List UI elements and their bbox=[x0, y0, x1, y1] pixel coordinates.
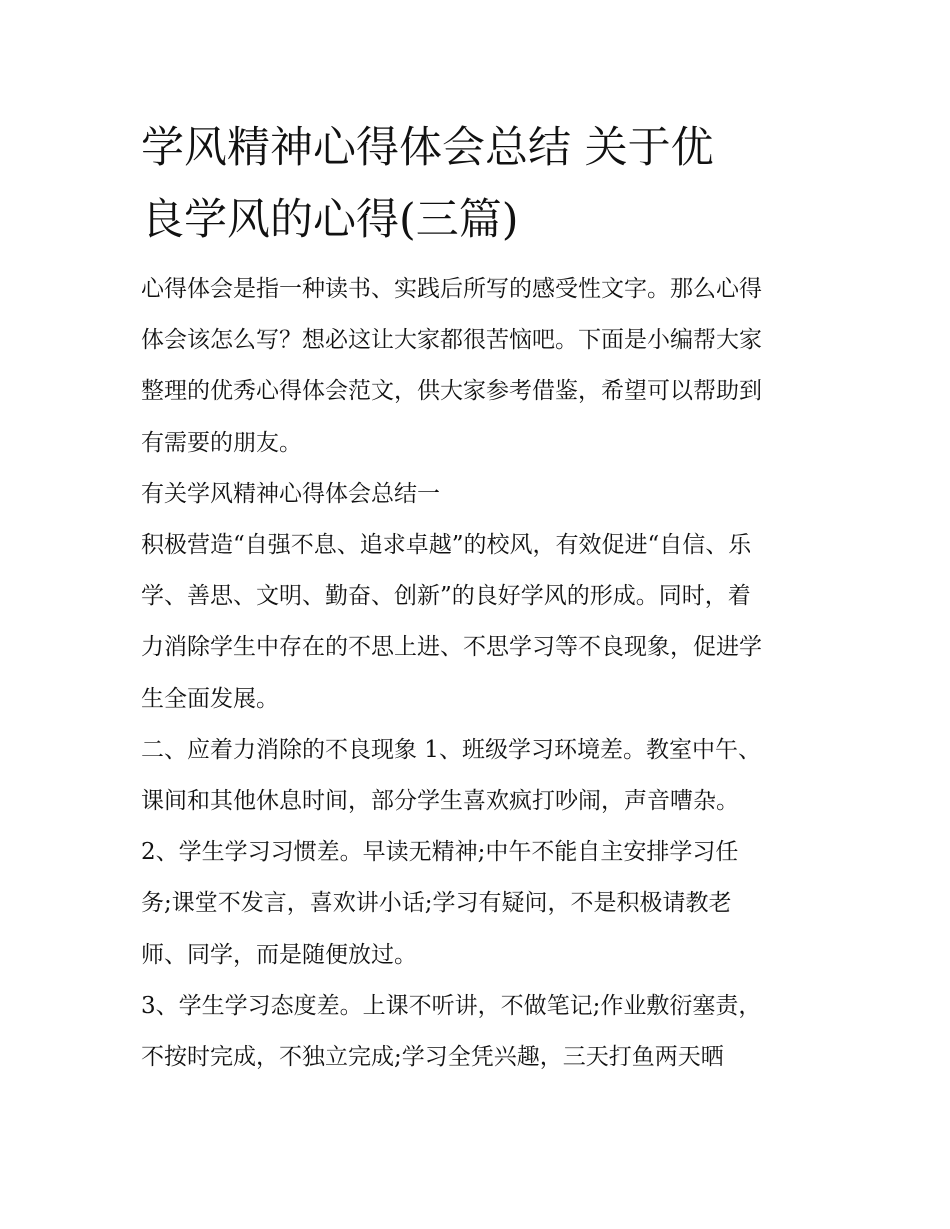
section-heading-paragraph bbox=[141, 469, 821, 520]
paragraph-line: 2、学生学习习惯差。早读无精神;中午不能自主安排学习任 bbox=[141, 839, 739, 866]
paragraph-line: 务;课堂不发言，喜欢讲小话;学习有疑问，不是积极请教老 bbox=[141, 890, 732, 917]
paragraph-line: 有需要的朋友。 bbox=[141, 429, 302, 456]
paragraph-line: 体会该怎么写？想必这让大家都很苦恼吧。下面是小编帮大家 bbox=[141, 327, 762, 354]
intro-paragraph bbox=[141, 264, 821, 469]
body-paragraph bbox=[141, 520, 821, 725]
paragraph-line: 学、善思、文明、勤奋、创新”的良好学风的形成。同时，着 bbox=[141, 583, 751, 610]
paragraph-line: 整理的优秀心得体会范文，供大家参考借鉴，希望可以帮助到 bbox=[141, 378, 762, 405]
document-title bbox=[141, 112, 821, 256]
document-content bbox=[141, 112, 821, 1083]
paragraph-line: 课间和其他休息时间，部分学生喜欢疯打吵闹，声音嘈杂。 bbox=[141, 788, 739, 815]
paragraph-line: 有关学风精神心得体会总结一 bbox=[141, 480, 440, 507]
paragraph-line: 力消除学生中存在的不思上进、不思学习等不良现象，促进学 bbox=[141, 634, 762, 661]
paragraph-line: 生全面发展。 bbox=[141, 685, 279, 712]
paragraph-line: 心得体会是指一种读书、实践后所写的感受性文字。那么心得 bbox=[141, 276, 762, 302]
paragraph-line: 3、学生学习态度差。上课不听讲，不做笔记;作业敷衍塞责， bbox=[141, 992, 762, 1019]
paragraph-line: 师、同学，而是随便放过。 bbox=[141, 941, 417, 968]
paragraph-line: 二、应着力消除的不良现象 1、班级学习环境差。教室中午、 bbox=[141, 736, 761, 763]
body-paragraph bbox=[141, 827, 821, 981]
title-line: 学风精神心得体会总结 关于优 bbox=[141, 123, 714, 173]
paragraph-line: 积极营造“自强不息、追求卓越”的校风，有效促进“自信、乐 bbox=[141, 532, 752, 559]
body-paragraph bbox=[141, 725, 821, 827]
paragraph-line: 不按时完成，不独立完成;学习全凭兴趣，三天打鱼两天晒 bbox=[141, 1044, 724, 1071]
title-line: 良学风的心得(三篇) bbox=[141, 195, 519, 245]
body-paragraph bbox=[141, 981, 821, 1083]
